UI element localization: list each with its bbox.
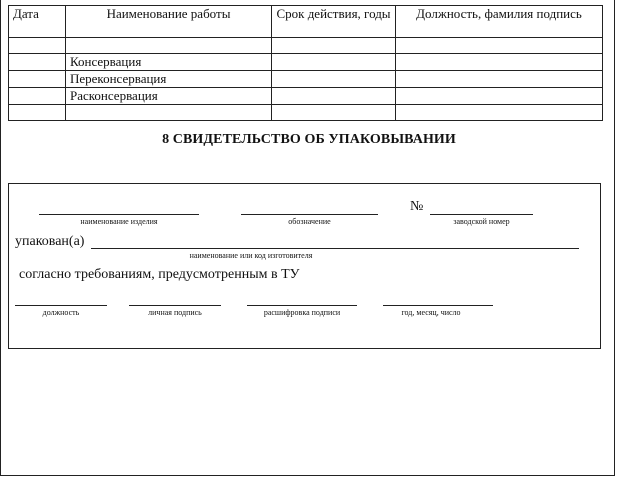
position-line [15,305,107,306]
product-name-caption: наименование изделия [80,217,158,226]
work-cell: Консервация [66,54,272,71]
date-cell [9,105,66,121]
header-validity: Срок действия, годы [272,6,396,38]
validity-cell [272,105,396,121]
header-date: Дата [9,6,66,38]
validity-cell [272,38,396,54]
table-row [9,88,603,105]
table-row [9,38,603,54]
date-cell [9,88,66,105]
position-cell [396,105,603,121]
packed-label: упакован(а) [15,234,85,249]
date-caption: год, месяц, число [401,308,461,317]
work-cell [66,38,272,54]
position-cell [396,71,603,88]
date-cell [9,54,66,71]
requirements-text: согласно требованиям, предусмотренным в ТУ [19,267,300,282]
serial-number-caption: заводской номер [453,217,510,226]
signature-decoding-line [247,305,357,306]
validity-cell [272,71,396,88]
manufacturer-line [91,248,579,249]
position-cell [396,88,603,105]
work-cell: Переконсервация [66,71,272,88]
work-cell: Расконсервация [66,88,272,105]
date-cell [9,38,66,54]
table-header-row [9,6,603,38]
designation-line [241,214,378,215]
designation-caption: обозначение [288,217,331,226]
work-cell [66,105,272,121]
header-work-name: Наименование работы [66,6,272,38]
works-table [8,5,603,121]
serial-number-line [430,214,533,215]
position-cell [396,54,603,71]
signature-decoding-caption: расшифровка подписи [263,308,341,317]
table-row [9,105,603,121]
position-caption: должность [42,308,80,317]
manufacturer-caption: наименование или код изготовителя [189,251,313,260]
table-row [9,71,603,88]
product-name-line [39,214,199,215]
validity-cell [272,54,396,71]
packaging-certificate-box [8,183,601,349]
validity-cell [272,88,396,105]
table-row [9,54,603,71]
number-sign: № [410,199,424,214]
section-title: 8 СВИДЕТЕЛЬСТВО ОБ УПАКОВЫВАНИИ [162,132,456,147]
position-cell [396,38,603,54]
date-line [383,305,493,306]
header-position: Должность, фамилия подпись [396,6,603,38]
signature-caption: личная подпись [148,308,202,317]
signature-line [129,305,221,306]
date-cell [9,71,66,88]
